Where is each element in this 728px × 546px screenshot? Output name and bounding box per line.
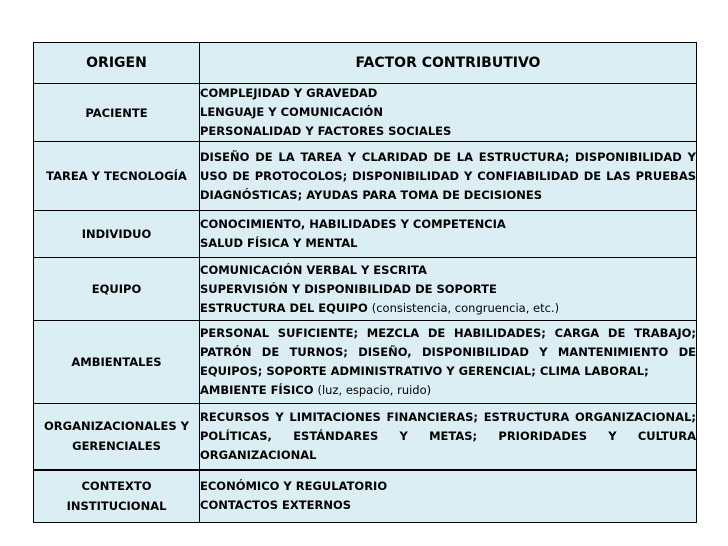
factor-cell: [200, 211, 697, 258]
factors-table: [33, 42, 697, 523]
table-row: [34, 470, 697, 523]
origin-cell: TAREA Y TECNOLOGÍA: [34, 142, 200, 211]
factor-cell: [200, 142, 697, 211]
origin-cell: [34, 470, 200, 523]
factor-line: COMPLEJIDAD Y GRAVEDAD: [200, 86, 378, 100]
factor-paragraph: DISEÑO DE LA TAREA Y CLARIDAD DE LA ESTRUCTURA; DISPONIBILIDAD Y USO DE PROTOCOLOS; DISPONIBILIDAD Y CONFIABILIDAD DE LAS PRUEBAS DIAGNÓSTICAS; AYUDAS PARA TOMA DE DECISIONES: [200, 149, 696, 202]
table-row: [34, 258, 697, 321]
factor-line: COMUNICACIÓN VERBAL Y ESCRITA: [200, 262, 427, 277]
origin-line: GERENCIALES: [72, 439, 161, 454]
factor-main-text: ESTRUCTURA DEL EQUIPO: [200, 300, 372, 315]
factor-paragraph: PERSONAL SUFICIENTE; MEZCLA DE HABILIDADES; CARGA DE TRABAJO; PATRÓN DE TURNOS; DISEÑO, DISPONIBILIDAD Y MANTENIMIENTO DE EQUIPOS; SOPORTE ADMINISTRATIVO Y GERENCIAL; CLIMA LABORAL;: [200, 326, 696, 378]
factor-line: SALUD FÍSICA Y MENTAL: [200, 236, 358, 250]
origin-cell: [34, 404, 200, 470]
factor-aside-text: (consistencia, congruencia, etc.): [371, 300, 560, 315]
factor-line: SUPERVISIÓN Y DISPONIBILIDAD DE SOPORTE: [200, 281, 497, 296]
factor-line: ECONÓMICO Y REGULATORIO: [200, 479, 388, 494]
header-row: [34, 43, 697, 84]
factor-cell: [200, 470, 697, 523]
origin-cell: INDIVIDUO: [34, 211, 200, 258]
factor-line: LENGUAJE Y COMUNICACIÓN: [200, 105, 383, 119]
origin-line: ORGANIZACIONALES Y: [44, 419, 189, 434]
origin-cell: EQUIPO: [34, 258, 200, 321]
table-row: [34, 404, 697, 470]
factor-line: [200, 381, 696, 400]
factor-line: CONTACTOS EXTERNOS: [200, 498, 351, 513]
table-row: [34, 321, 697, 404]
factor-paragraph: RECURSOS Y LIMITACIONES FINANCIERAS; ESTRUCTURA ORGANIZACIONAL; POLÍTICAS, ESTÁNDARES Y METAS; PRIORIDADES Y CULTURA ORGANIZACIONAL: [200, 409, 696, 462]
table-row: [34, 84, 697, 142]
factor-cell: [200, 321, 697, 404]
factor-line: [200, 299, 696, 318]
factor-line: PERSONALIDAD Y FACTORES SOCIALES: [200, 124, 452, 138]
factor-aside-text: (luz, espacio, ruido): [317, 383, 432, 397]
factor-line: CONOCIMIENTO, HABILIDADES Y COMPETENCIA: [200, 217, 506, 231]
factor-cell: [200, 258, 697, 321]
header-factor: FACTOR CONTRIBUTIVO: [200, 43, 697, 84]
factor-cell: [200, 84, 697, 142]
origin-line: INSTITUCIONAL: [66, 499, 167, 514]
origin-cell: PACIENTE: [34, 84, 200, 142]
origin-line: CONTEXTO: [81, 479, 152, 494]
header-origen: ORIGEN: [34, 43, 200, 84]
factor-cell: [200, 404, 697, 470]
factor-main-text: AMBIENTE FÍSICO: [200, 383, 318, 397]
origin-cell: AMBIENTALES: [34, 321, 200, 404]
table-row: [34, 211, 697, 258]
table-row: [34, 142, 697, 211]
